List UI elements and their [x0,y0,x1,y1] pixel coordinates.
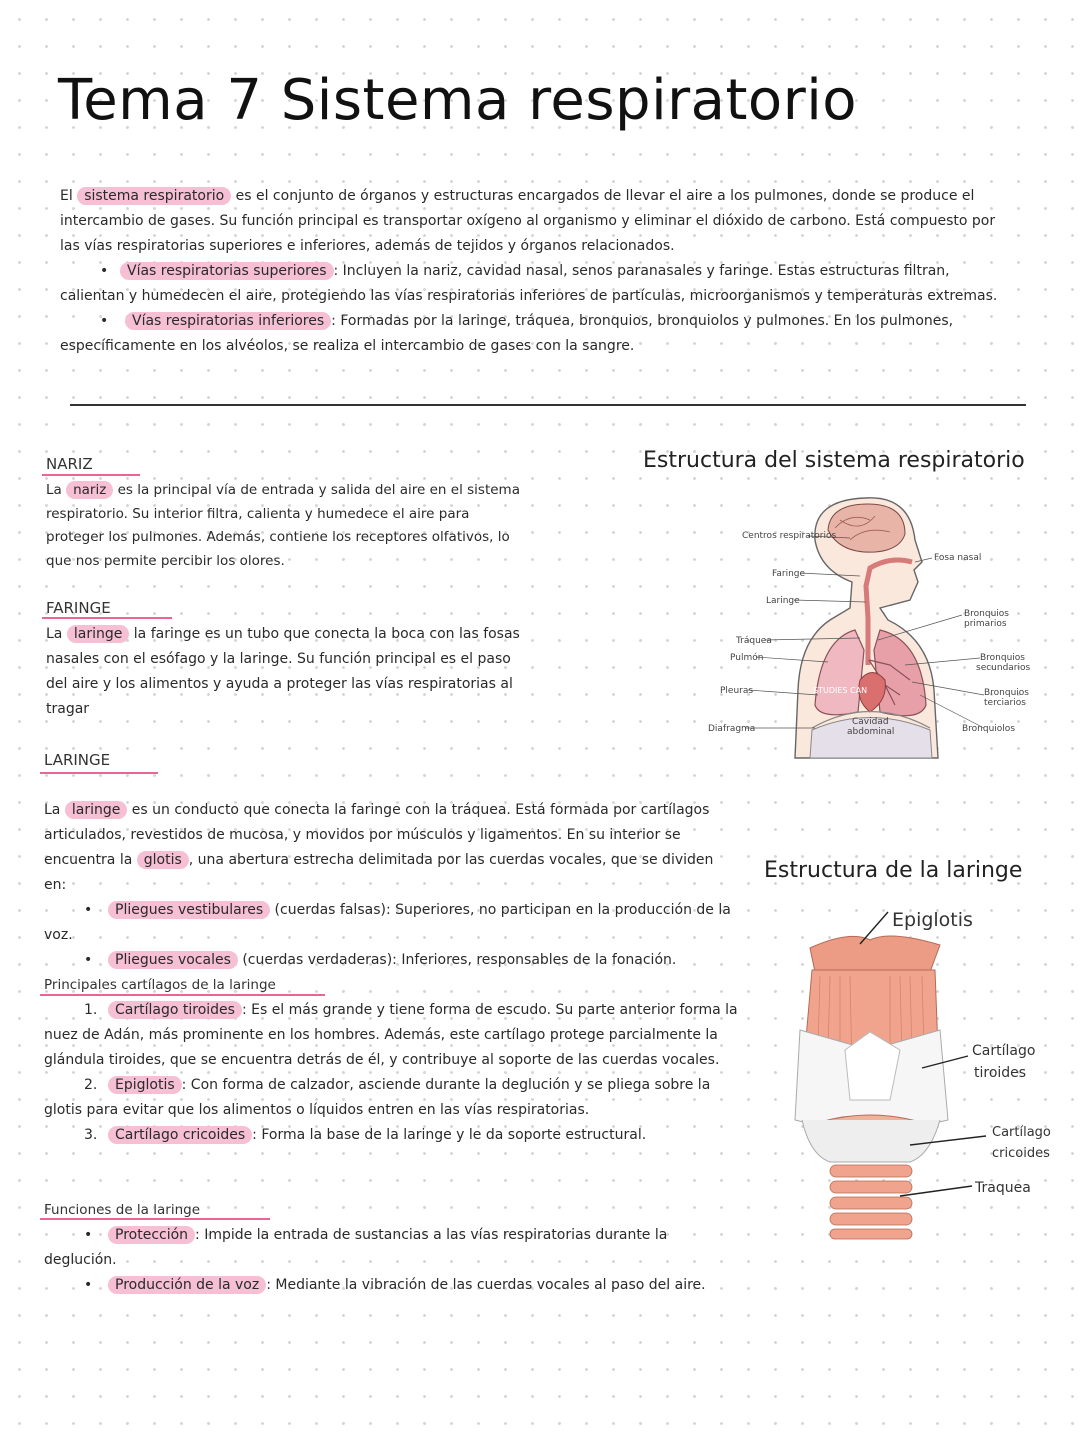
figure-title-larynx: Estructura de la laringe [764,858,1023,883]
label-bronquios-primarios-1: Bronquios [964,609,1009,619]
label-bronquios-secundarios-1: Bronquios [980,653,1025,663]
faringe-paragraph [46,622,524,722]
cartilago-tiroides-text: : Es el más grande y tiene forma de escudo. Su parte anterior forma la nuez de Adán, más prominente en los hombres. Además, este cartílago protege parcialmente la glándula tiroides, que se encuentra detrás de él, y contribuye al soporte de las cuerdas vocales. [44,1002,738,1068]
page-title: Tema 7 Sistema respiratorio [58,68,858,133]
highlight-glotis: glotis [137,851,189,869]
highlight-cartilago-tiroides: Cartílago tiroides [108,1001,242,1019]
label-cavidad-2: abdominal [847,727,895,737]
label-diafragma: Diafragma [708,724,756,734]
nariz-paragraph [46,479,522,573]
label-cavidad-1: Cavidad [852,717,889,727]
laringe-section [44,798,734,973]
list-number: 2. [84,1077,98,1093]
laringe-paragraph [44,798,734,898]
cartilagos-heading-underline [40,994,325,996]
highlight-proteccion: Protección [108,1226,195,1244]
highlight-epiglotis: Epiglotis [108,1076,182,1094]
cartilagos-list [44,998,744,1148]
funciones-heading-underline [40,1218,270,1220]
pliegues-vestibulares-text: (cuerdas falsas): Superiores, no participan en la producción de la voz. [44,902,731,943]
laringe-text-start: La [44,802,65,818]
faringe-heading-underline [42,617,172,619]
respiratory-system-illustration [700,490,1031,760]
label-cartilago-cricoides-1: Cartílago [992,1125,1051,1140]
funcion-item-voz: • Producción de la voz : Mediante la vibración de las cuerdas vocales al paso del aire. [84,1277,706,1293]
laringe-text-end: , una abertura estrecha delimitada por las cuerdas vocales, que se dividen en: [44,852,714,893]
label-epiglotis: Epiglotis [892,909,973,931]
intro-text-start: El [60,188,78,204]
highlight-nariz: nariz [66,481,113,499]
laringe-bullet-vestibulares: • Pliegues vestibulares (cuerdas falsas): Superiores, no participan en la producción de la voz. [44,902,731,943]
laringe-heading: LARINGE [44,751,111,769]
larynx-illustration [790,900,1060,1260]
label-bronquios-terciarios-2: terciarios [984,698,1026,708]
label-bronquiolos: Bronquiolos [962,724,1016,734]
highlight-vias-inferiores: Vías respiratorias inferiores [125,312,331,330]
highlight-sistema-respiratorio: sistema respiratorio [77,187,231,205]
highlight-laringe-faringe: laringe [67,625,130,643]
intro-bullet-inferiores: • Vías respiratorias inferiores : Formadas por la laringe, tráquea, bronquios, bronquiolos y pulmones. En los pulmones, específicamente en los alvéolos, se realiza el intercambio de gases con la sangre. [60,313,954,354]
pliegues-vocales-text: (cuerdas verdaderas): Inferiores, responsables de la fonación. [237,952,677,968]
cartilago-item-epiglotis [44,1073,744,1123]
highlight-laringe: laringe [65,801,128,819]
label-centros-respiratorios: Centros respiratorios [742,531,837,541]
label-pleuras: Pleuras [720,686,754,696]
label-bronquios-terciarios-1: Bronquios [984,688,1029,698]
label-laringe: Laringe [766,596,800,606]
highlight-produccion-voz: Producción de la voz [108,1276,266,1294]
label-cartilago-tiroides-1: Cartílago [972,1043,1036,1059]
label-cartilago-tiroides-2: tiroides [974,1065,1027,1081]
label-bronquios-secundarios-2: secundarios [976,663,1031,673]
proteccion-text: : Impide la entrada de sustancias a las vías respiratorias durante la deglución. [44,1227,668,1268]
trachea-rings [830,1165,912,1239]
intro-paragraph [60,184,1000,259]
label-traquea-larynx: Traquea [975,1180,1031,1196]
vias-inferiores-text: : Formadas por la laringe, tráquea, bronquios, bronquiolos y pulmones. En los pulmones, específicamente en los alvéolos, se realiza el intercambio de gases con la sangre. [60,313,954,354]
highlight-vias-superiores: Vías respiratorias superiores [120,262,334,280]
funcion-item-proteccion: • Protección : Impide la entrada de sustancias a las vías respiratorias durante la deglución. [44,1227,668,1268]
cartilago-item-cricoides [44,1123,744,1148]
label-cartilago-cricoides-2: cricoides [992,1146,1050,1161]
cartilagos-heading: Principales cartílagos de la laringe [44,977,276,993]
watermark-text: STUDIES CAN [813,686,868,695]
cartilago-cricoides-text: : Forma la base de la laringe y le da soporte estructural. [252,1127,647,1143]
nariz-heading-underline [42,474,140,476]
faringe-heading: FARINGE [46,599,111,617]
highlight-pliegues-vocales: Pliegues vocales [108,951,238,969]
label-faringe: Faringe [772,569,806,579]
section-divider [70,404,1026,406]
epiglotis-text: : Con forma de calzador, asciende durante la deglución y se pliega sobre la glotis para evitar que los alimentos o líquidos entren en las vías respiratorias. [44,1077,711,1118]
figure-title-respiratory: Estructura del sistema respiratorio [643,448,1025,473]
cartilago-item-tiroides [44,998,744,1073]
label-pulmon: Pulmón [730,653,764,663]
label-traquea: Tráquea [736,636,772,646]
laringe-heading-underline [40,772,158,774]
faringe-text-start: La [46,626,67,642]
faringe-text-body: la faringe es un tubo que conecta la boca con las fosas nasales con el esófago y la laringe. Su función principal es el paso del aire y los alimentos y ayuda a proteger las vías respiratorias al tragar [46,626,520,717]
nariz-heading: NARIZ [46,455,93,473]
vias-superiores-text: : Incluyen la nariz, cavidad nasal, senos paranasales y faringe. Estas estructuras filtran, calientan y humedecen el aire, protegiendo las vías respiratorias inferiores de partículas, microorganismos y temperaturas extremas. [60,263,998,304]
list-number: 3. [84,1127,98,1143]
intro-section [60,184,1000,359]
funciones-heading: Funciones de la laringe [44,1202,200,1218]
intro-text-body: es el conjunto de órganos y estructuras encargados de llevar el aire a los pulmones, donde se produce el intercambio de gases. Su función principal es transportar oxígeno al organismo y eliminar el dióxido de carbono. Está compuesto por las vías respiratorias superiores e inferiores, además de tejidos y órganos relacionados. [60,188,996,254]
label-fosa-nasal: Fosa nasal [934,553,982,563]
nariz-text-body: es la principal vía de entrada y salida del aire en el sistema respiratorio. Su interior filtra, calienta y humedece el aire para proteger los pulmones. Además, contiene los receptores olfativos, lo que nos permite percibir los olores. [46,482,520,569]
produccion-voz-text: : Mediante la vibración de las cuerdas vocales al paso del aire. [266,1277,706,1293]
nariz-text-start: La [46,482,67,498]
list-number: 1. [84,1002,98,1018]
laringe-text-mid: es un conducto que conecta la faringe con la tráquea. Está formada por cartílagos articulados, revestidos de mucosa, y movidos por músculos y ligamentos. En su interior se encuentra la [44,802,710,868]
intro-bullet-superiores: • Vías respiratorias superiores : Incluyen la nariz, cavidad nasal, senos paranasales y faringe. Estas estructuras filtran, calientan y humedecen el aire, protegiendo las vías respiratorias inferiores de partículas, microorganismos y temperaturas extremas. [60,263,998,304]
highlight-pliegues-vestibulares: Pliegues vestibulares [108,901,270,919]
laringe-bullet-vocales: • Pliegues vocales (cuerdas verdaderas): Inferiores, responsables de la fonación. [84,952,677,968]
funciones-list [44,1223,734,1298]
label-bronquios-primarios-2: primarios [964,619,1007,629]
highlight-cartilago-cricoides: Cartílago cricoides [108,1126,252,1144]
